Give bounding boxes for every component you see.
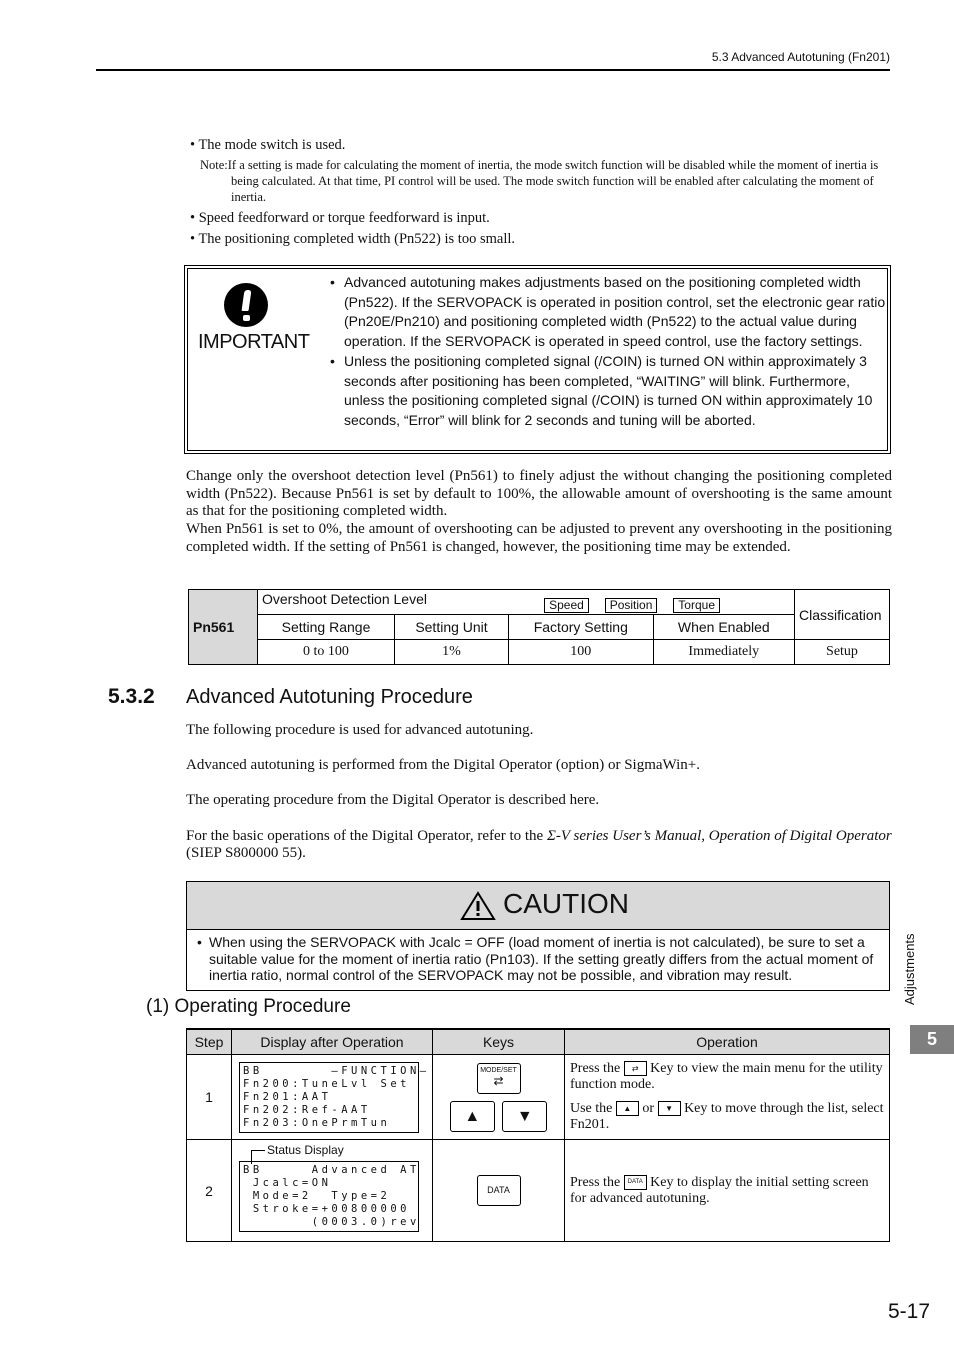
status-display-label: Status Display <box>267 1143 425 1157</box>
procedure-table <box>186 1028 890 1242</box>
condition-item: • Speed feedforward or torque feedforward is input. <box>190 210 490 226</box>
col-operation: Operation <box>565 1029 890 1055</box>
section-number: 5.3.2 <box>108 685 155 708</box>
page-number: 5-17 <box>887 1300 930 1323</box>
chapter-tab: 5 <box>910 1025 954 1054</box>
section-line: The operating procedure from the Digital Operator is described here. <box>186 792 600 808</box>
operation-text: Press the DATA Key to display the initial setting screen for advanced autotuning. <box>565 1140 890 1242</box>
parameter-table <box>188 589 890 665</box>
data-key-icon: DATA <box>624 1175 647 1190</box>
important-list <box>330 273 888 431</box>
paragraph: Change only the overshoot detection level (Pn561) to finely adjust the without changing the positioning completed width (Pn522). Because Pn561 is set by default to 100%, the allowable amount of overshooting is the same amount as that for the positioning completed width. <box>186 468 892 519</box>
section-title: Advanced Autotuning Procedure <box>186 686 473 708</box>
col-header: Factory Setting <box>509 615 654 640</box>
up-key-icon: ▲ <box>616 1101 639 1116</box>
value-cell: 100 <box>509 640 654 665</box>
mode-set-key[interactable]: MODE/SET ⇄ <box>477 1063 521 1094</box>
down-key-icon: ▼ <box>658 1101 681 1116</box>
manual-title: Σ-V series User’s Manual, Operation of Digital Operator <box>546 828 892 844</box>
table-row <box>187 1055 890 1140</box>
operator-display: BB —FUNCTION— Fn200:TuneLvl Set Fn201:AAT Fn202:Ref-AAT Fn203:OnePrmTun <box>239 1062 419 1133</box>
param-name: Overshoot Detection Level <box>262 591 427 607</box>
value-cell: 0 to 100 <box>258 640 395 665</box>
down-key[interactable]: ▼ <box>502 1101 547 1132</box>
reference-line: For the basic operations of the Digital Operator, refer to the Σ-V series User’s Manual, Operation of Digital Operator (SIEP S800000 55). <box>186 828 892 861</box>
col-display: Display after Operation <box>232 1029 433 1055</box>
condition-item: • The mode switch is used. <box>190 137 346 153</box>
condition-list <box>190 136 890 251</box>
chapter-side-label: Adjustments <box>902 933 917 1005</box>
paragraph: When Pn561 is set to 0%, the amount of overshooting can be adjusted to prevent any overshooting in the positioning completed width. If the setting of Pn561 is changed, however, the positioning time may be extended. <box>186 521 892 555</box>
tag-position: Position <box>605 598 658 613</box>
section-line: The following procedure is used for advanced autotuning. <box>186 722 534 738</box>
up-key[interactable]: ▲ <box>450 1101 495 1132</box>
subsection-title: (1) Operating Procedure <box>146 996 351 1017</box>
table-row <box>187 1140 890 1242</box>
col-header: When Enabled <box>653 615 794 640</box>
col-step: Step <box>187 1029 232 1055</box>
operation-text: Use the ▲ or ▼ Key to move through the list, select Fn201. <box>570 1101 884 1132</box>
exclamation-icon <box>224 283 268 327</box>
important-item: • Advanced autotuning makes adjustments based on the positioning completed width (Pn522). If the SERVOPACK is operated in position control, set the electronic gear ratio (Pn20E/Pn210) and positioning completed width (Pn522) to the actual value during operation. If the SERVOPACK is operated in speed control, use the factory settings. <box>330 273 888 351</box>
mode-set-key-icon: ⇄ <box>624 1061 647 1076</box>
step-number: 2 <box>187 1140 232 1242</box>
caution-box <box>186 881 890 991</box>
running-header: 5.3 Advanced Autotuning (Fn201) <box>711 50 890 64</box>
value-cell: 1% <box>394 640 508 665</box>
col-header: Setting Range <box>258 615 395 640</box>
caution-text: • When using the SERVOPACK with Jcalc = OFF (load moment of inertia is not calculated), be sure to set a suitable value for the moment of inertia ratio (Pn103). If the setting greatly differs from the actual moment of inertia ratio, normal control of the SERVOPACK may not be possible, and vibration may result. <box>195 934 894 984</box>
param-code: Pn561 <box>189 590 258 665</box>
header-rule <box>96 69 890 71</box>
value-cell: Immediately <box>653 640 794 665</box>
col-header: Setting Unit <box>394 615 508 640</box>
classification-header: Classification <box>795 590 890 640</box>
param-name-cell <box>258 590 795 615</box>
caution-label: CAUTION <box>503 888 629 919</box>
warning-triangle-icon <box>460 891 496 921</box>
step-number: 1 <box>187 1055 232 1140</box>
condition-item: • The positioning completed width (Pn522) is too small. <box>190 231 515 247</box>
section-line: Advanced autotuning is performed from the Digital Operator (option) or SigmaWin+. <box>186 757 700 773</box>
important-item: • Unless the positioning completed signal (/COIN) is turned ON within approximately 3 seconds after positioning has been completed, “WAITING” will blink. Furthermore, unless the positioning completed signal (/COIN) is turned ON within approximately 10 seconds, “Error” will blink for 2 seconds and tuning will be aborted. <box>330 352 888 430</box>
operation-text: Press the ⇄ Key to view the main menu for the utility function mode. <box>570 1061 883 1092</box>
value-cell: Setup <box>795 640 890 665</box>
important-box <box>184 265 891 454</box>
col-keys: Keys <box>433 1029 565 1055</box>
tag-torque: Torque <box>673 598 720 613</box>
data-key[interactable]: DATA <box>477 1175 521 1206</box>
operator-display: BB Advanced AT Jcalc=ON Mode=2 Type=2 Stroke=+00800000 (0003.0)rev <box>239 1161 419 1232</box>
tag-speed: Speed <box>544 598 589 613</box>
condition-note: Note:If a setting is made for calculating the moment of inertia, the mode switch function will be disabled while the moment of inertia is being calculated. At that time, PI control will be used. The mode switch function will be enabled after calculating the moment of inertia. <box>200 158 879 204</box>
important-label: IMPORTANT <box>198 331 310 353</box>
